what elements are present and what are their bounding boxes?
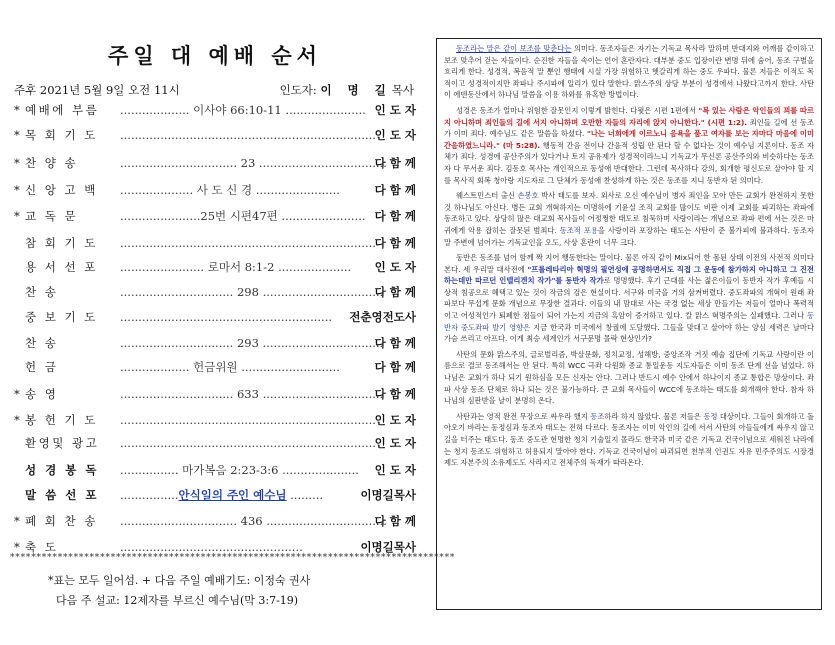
order-item-text: ................ 마가복음 2:23-3:6 ..................... bbox=[120, 463, 359, 477]
order-item-label: 성 경 봉 독 bbox=[25, 463, 99, 477]
order-item-text: .................................................. bbox=[120, 540, 303, 554]
order-row bbox=[0, 357, 430, 377]
order-item-label: 참 회 기 도 bbox=[25, 236, 98, 250]
order-item-text: ................................ 23 ................................... bbox=[120, 156, 387, 170]
page-title: 주일 대 예배 순서 bbox=[108, 44, 322, 68]
order-item-text: ......... bbox=[286, 488, 324, 502]
order-item-label: 신 앙 고 백 bbox=[25, 183, 98, 197]
order-item-leader: 다 함 께 bbox=[374, 360, 416, 374]
footnote-standing: *표는 모두 일어섬. + 다음 주일 예배기도: 이정숙 권사 bbox=[48, 574, 311, 587]
standing-marker: * bbox=[14, 540, 20, 554]
order-item-text: ................................ 436 ................................. bbox=[120, 514, 387, 528]
order-row bbox=[0, 257, 430, 277]
order-item-content bbox=[120, 333, 384, 353]
order-item-leader: 인 도 자 bbox=[374, 128, 416, 142]
order-item-leader: 전춘영전도사 bbox=[349, 310, 416, 324]
order-item-label: 축 도 bbox=[25, 540, 59, 554]
order-item-leader: 다 함 께 bbox=[374, 387, 416, 401]
sermon-title: 안식일의 주인 예수님 bbox=[178, 488, 287, 502]
order-item-label: 헌 금 bbox=[25, 360, 59, 374]
standing-marker: * bbox=[14, 103, 20, 117]
order-item-label: 용 서 선 포 bbox=[25, 260, 98, 274]
order-item-text: ................ bbox=[120, 488, 179, 502]
order-item-leader: 인 도 자 bbox=[374, 463, 416, 477]
article-paragraph-4: 동반은 동조를 넘어 함께 짝 지어 행동한다는 말이다. 물론 아직 같이 Mix되어 한 몸된 상태 이전의 사전적 의미다 본다. 세 우리말 대사전에 "프롤레타리아 혁명의 필연성에 공명하면서도 직접 그 운동에 참가하지 아니하고 그 진전하는데만 따르던 인텔리겐치 작가"를 동반자 작가로 명명했다. 후기 근대를 사는 젊은이들이 동반자 작가 후예들 시상적 침공으로 혜택고 있는 것이 작금의 검은 현실이다. 서구와 미국을 거의 삼켜버렸다. 중도좌파의 개혁이 원래 좌파보다 무섭게 문화 개념으로 무장한 결과다. 이들의 내 맘대로 사는 국경 없는 세상 만들기는 저들이 얼마나 폭력적이고 어성적인가 퇴폐한 점들이 되어 가는지 지금의 흑암이 증거하고 있다. 칼 맑스 혁명주의는 실패했다. 그러나 동반자 중도좌파 발기 영향은 지금 한국과 미국에서 창궐에 도달했다. 그들을 맞대고 살아야 하는 양심 세력은 날마다 가슴 쓰리고 아프다. 이게 최승 세계인가 서구문명 몰락 현상인가? bbox=[444, 253, 815, 344]
order-item-content bbox=[120, 100, 366, 120]
order-row bbox=[0, 100, 430, 120]
order-item-label: 찬 양 송 bbox=[25, 156, 79, 170]
service-info bbox=[14, 82, 422, 98]
order-item-text: ...................................................................... bbox=[120, 436, 376, 450]
order-item-content bbox=[120, 460, 359, 480]
order-item-label: 찬 송 bbox=[25, 285, 59, 299]
order-item-leader: 다 함 께 bbox=[374, 336, 416, 350]
article-paragraph-6: 사탄과는 영적 완전 무장으로 싸우라 했지 동조하라 하지 않았다. 물론 저들은 동정 대상이다. 그들이 회개하고 돌아오기 바라는 동정심과 동조자 태도는 전혀 다르다. 동조자는 이미 악인의 길에 서서 사탄의 아들들에게 싸우지 않고 길을 터주는 태도다. 동조 중도관 현명한 청치 기술일지 몰라도 한국과 미국 같은 기독교 건국이념으로 세워진 나라에는 청지 동조도 위험하고 허용되지 말아야 한다. 기독교 건국이념이 파괴되면 천부적 인권도 자유 민주주의도 시장경제도 자본주의 소유제도도 사라지고 전체주의 독재가 따라온다. bbox=[444, 411, 814, 468]
order-item-label: 중 보 기 도 bbox=[25, 310, 98, 324]
order-item-leader: 이명길목사 bbox=[360, 540, 416, 554]
order-item-leader: 다 함 께 bbox=[374, 209, 416, 223]
order-item-leader: 다 함 께 bbox=[374, 183, 416, 197]
order-row bbox=[0, 485, 430, 505]
order-row bbox=[0, 511, 430, 531]
order-row bbox=[0, 460, 430, 480]
order-item-content bbox=[120, 180, 340, 200]
article-paragraph-3: 웨스트민스터 출신 손봉호 박사 태도를 보자. 외사로 오신 예수님이 병자 죄인을 모아 만든 교회가 완전하지 못한 것 하나님도 아신다. 병든 교회 개혁하지는 미명하에 기윤실 조직 교회를 많이도 비판 이제 교회를 파괴하는 좌파에 동조하고 있다. 상당히 많은 대교회 목사들이 어정쩡한 태도로 침묵하며 사랑이라는 개념으로 좌파 편에 서는 것은 마귀에게 악용 잡히는 잘못된 범죄다. 동조적 포용을 사랑이라 포장하는 태도는 사탄이 준 불가피에 불과하다. 동조자 말 주변에 넘어가는 기독교인을 오도, 사상 혼란이 너무 크다. bbox=[444, 191, 814, 247]
order-item-text: ............................... 298 ................................. bbox=[120, 285, 384, 299]
order-row bbox=[0, 384, 430, 404]
order-item-content bbox=[120, 282, 384, 302]
standing-marker: * bbox=[14, 183, 20, 197]
order-item-label: 말 씀 선 포 bbox=[25, 488, 99, 502]
order-item-leader: 이명길목사 bbox=[360, 488, 416, 502]
divider-line: ************************************************************************************ bbox=[10, 553, 456, 563]
order-item-text: .................... 사 도 신 경 ....................... bbox=[120, 183, 340, 197]
order-item-label: 예배에 부름 bbox=[25, 103, 100, 117]
order-item-text: ...................................................................... bbox=[120, 236, 376, 250]
order-item-leader: 다 함 께 bbox=[374, 285, 416, 299]
order-row bbox=[0, 206, 430, 226]
order-item-leader: 인 도 자 bbox=[374, 413, 416, 427]
order-row bbox=[0, 153, 430, 173]
order-item-text: ............................... 293 ................................. bbox=[120, 336, 384, 350]
footnote-next-sermon: 다음 주 설교: 12제자를 부르신 예수님(막 3:7-19) bbox=[56, 594, 299, 607]
standing-marker: * bbox=[14, 156, 20, 170]
order-row bbox=[0, 307, 430, 327]
standing-marker: * bbox=[14, 514, 20, 528]
order-item-content bbox=[120, 433, 376, 453]
order-row bbox=[0, 282, 430, 302]
order-item-content bbox=[120, 384, 384, 404]
order-item-leader: 인 도 자 bbox=[374, 103, 416, 117]
order-row bbox=[0, 333, 430, 353]
sermon-article-box bbox=[436, 38, 822, 610]
order-item-label: 목 회 기 도 bbox=[25, 128, 98, 142]
order-item-text: ...................................................................... bbox=[120, 413, 376, 427]
order-item-content bbox=[120, 153, 387, 173]
order-item-text: ................... 헌금위원 ........................... bbox=[120, 360, 340, 374]
order-item-text: ....................... 로마서 8:1-2 .................... bbox=[120, 260, 352, 274]
order-item-content bbox=[120, 485, 330, 505]
order-item-label: 찬 송 bbox=[25, 336, 59, 350]
order-item-content bbox=[120, 206, 366, 226]
order-item-label: 교 독 문 bbox=[25, 209, 79, 223]
article-paragraph-1: 동조라는 말은 같이 보조를 맞춘다는 의미다. 동조자들은 자기는 기독교 목사라 말하며 반대지와 어깨를 같이하고 보조 맞추어 걷는 자들이다. 순진한 자들을 속이는 언어 혼란자다. 대부분 중도 입장이란 변명 뒤에 숨어, 동조 구별을 흐리게 한다. 성경적, 복음적 말 뿐인 행태에 시실 가장 위험하고 헷갈리게 하는 중도 우파다. 물론 저들은 이적도 목적이고 성경적이지만 좌파나 주시파에 일리가 있다 말한다. 맑스주의 상당 부분이 성경에서 나왔다고까지 한다. 사탄이 에덴동산에서 하나님 말씀을 이용 하와를 유혹한 방법이다. bbox=[444, 44, 814, 100]
standing-marker: * bbox=[14, 128, 20, 142]
order-item-content bbox=[120, 511, 387, 531]
order-item-text: .......................................................... bbox=[120, 310, 333, 324]
article-paragraph-5: 사탄의 문화 맑스주의, 글로벌리즘, 박살문화, 정치교정, 성해방, 중앙조작 거짓 예술 집단에 기독교 사랑이란 이름으로 결코 동조해서는 안 된다. 특히 WCC 극좌 다원화 종교 통일운동 지도자들은 이미 동조 단계 선을 넘었다. 하나님은 교회가 하나 되기 원하심을 모든 신자는 안다. 그러나 반드시 예수 안에서 하나이지 종교 통합은 망상이다. 좌파 사상 동조 단체로 하나 되는 것은 불가능하다. 큰 교회 목사들이 WCC에 동조하는 태도를 회개해야 한다. 참자 하나님의 심판받을 날이 분명히 온다. bbox=[444, 349, 814, 406]
standing-marker: * bbox=[14, 387, 20, 401]
order-item-leader: 인 도 자 bbox=[374, 436, 416, 450]
service-date: 주후 2021년 5월 9일 오전 11시 bbox=[14, 83, 180, 97]
order-item-label: 송 영 bbox=[25, 387, 59, 401]
order-item-leader: 다 함 께 bbox=[374, 514, 416, 528]
order-item-leader: 인 도 자 bbox=[374, 260, 416, 274]
order-item-content bbox=[120, 410, 376, 430]
order-item-leader: 다 함 께 bbox=[374, 156, 416, 170]
standing-marker: * bbox=[14, 209, 20, 223]
order-item-text: ...................................................................... bbox=[120, 128, 376, 142]
order-row bbox=[0, 233, 430, 253]
order-item-text: ......................25번 시편47편 ....................... bbox=[120, 209, 366, 223]
order-row bbox=[0, 180, 430, 200]
order-item-label: 폐 회 찬 송 bbox=[25, 514, 98, 528]
order-item-content bbox=[120, 233, 376, 253]
service-leader: 인도자: 이 명 길목사 bbox=[279, 83, 414, 97]
order-row bbox=[0, 433, 430, 453]
order-item-content bbox=[120, 307, 333, 327]
order-item-label: 봉 헌 기 도 bbox=[25, 413, 98, 427]
order-row bbox=[0, 410, 430, 430]
order-item-content bbox=[120, 257, 352, 277]
order-row bbox=[0, 125, 430, 145]
order-item-leader: 다 함 께 bbox=[374, 236, 416, 250]
standing-marker: * bbox=[14, 413, 20, 427]
article-paragraph-2: 성경은 동조가 얼마나 위험한 잘못인지 이렇게 밝힌다. 다윗은 시편 1편에서 "복 있는 사람은 악인들의 꾀를 따르지 아니하며 죄인들의 길에 서지 아니하며 오만한 자들의 자리에 앉지 아니한다." (시편 1:2). 죄인들 길에 선 동조가 이미 죄다. 예수님도 같은 말씀을 하셨다. "나는 너희에게 이르노니 음욕을 품고 여자를 보는 자마다 마음에 이미 간음하였느니라." (마 5:28). 행동적 간음 전이나 간음적 성립 안 된다 할 수 없다는 것이 예수님 지론이다. 동조 자체가 죄다. 성경에 공산주의가 있다거나 토지 공유제가 성경적이라느니 기독교가 무신론 공산주의와 비슷하다는 동조자 다 무서운 죄다. 김동호 목사는 개인적으로 동성애 반대한다. 그런데 목사하다 강의, 회개한 평신도로 살아야 할 지를 목사직 회복 청아랑 지도자로 그 단체가 동성애 찬성하게 하는 것은 동조를 지니 동반자 된 의미다. bbox=[444, 105, 815, 185]
order-item-content bbox=[120, 357, 340, 377]
order-item-text: ................... 이사야 66:10-11 ...................... bbox=[120, 103, 366, 117]
order-item-content bbox=[120, 125, 376, 145]
order-item-text: ............................... 633 ................................. bbox=[120, 387, 384, 401]
order-item-label: 환영및 광고 bbox=[25, 436, 100, 450]
